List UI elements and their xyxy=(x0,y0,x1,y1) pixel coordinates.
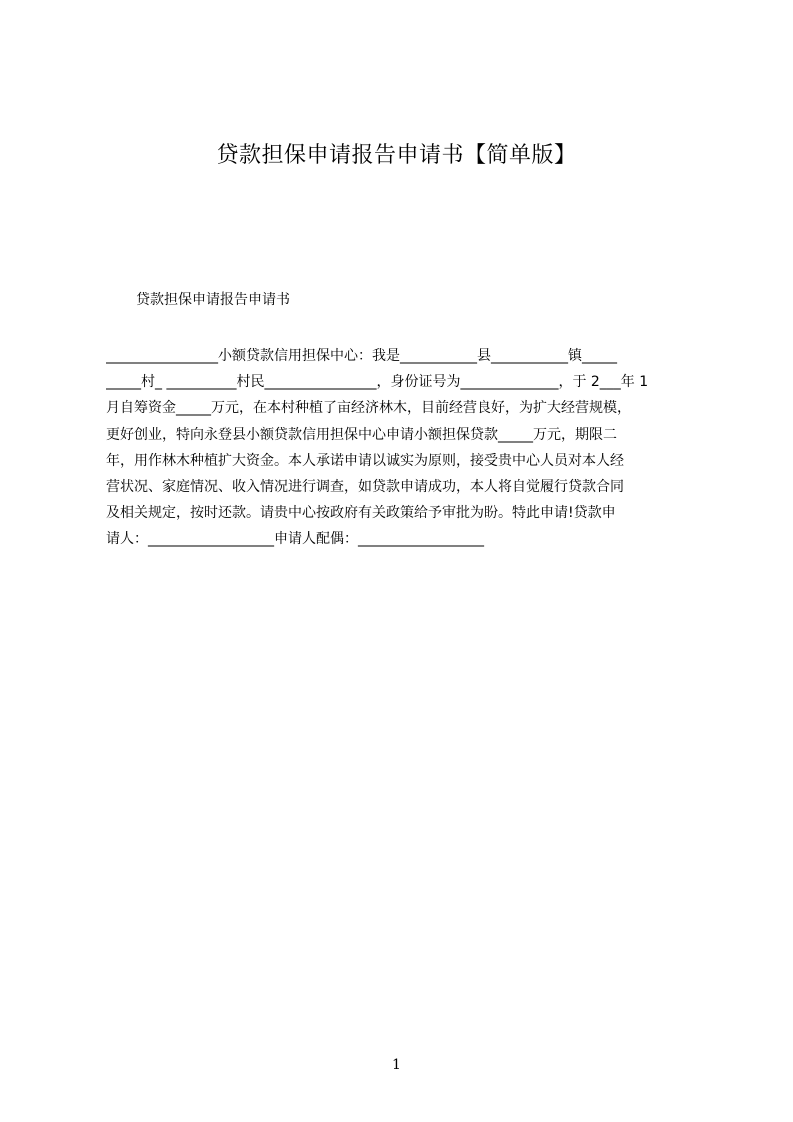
body-line: 及相关规定，按时还款。请贵中心按政府有关政策给予审批为盼。特此申请!贷款申 xyxy=(106,505,616,522)
body-line: 营状况、家庭情况、收入情况进行调查，如贷款申请成功，本人将自觉履行贷款合同 xyxy=(106,478,624,495)
application-body xyxy=(106,343,700,553)
document-subtitle: 贷款担保申请报告申请书 xyxy=(136,292,290,308)
body-line: 月自筹资金_____万元，在本村种植了亩经济林木，目前经营良好，为扩大经营规模， xyxy=(106,400,631,417)
body-line: 年，用作林木种植扩大资金。本人承诺申请以诚实为原则，接受贵中心人员对本人经 xyxy=(106,452,624,469)
body-line: ________________小额贷款信用担保中心：我是___________县___________镇_____ xyxy=(106,348,617,364)
body-line: _____村_ __________村民________________，身份证号为______________，于 2___年 1 xyxy=(106,374,649,391)
page-number: 1 xyxy=(392,1057,401,1073)
body-line: 请人：__________________申请人配偶：__________________ xyxy=(106,531,484,548)
document-title: 贷款担保申请报告申请书【简单版】 xyxy=(216,143,577,168)
body-line: 更好创业，特向永登县小额贷款信用担保中心申请小额担保贷款_____万元，期限二 xyxy=(106,426,617,443)
